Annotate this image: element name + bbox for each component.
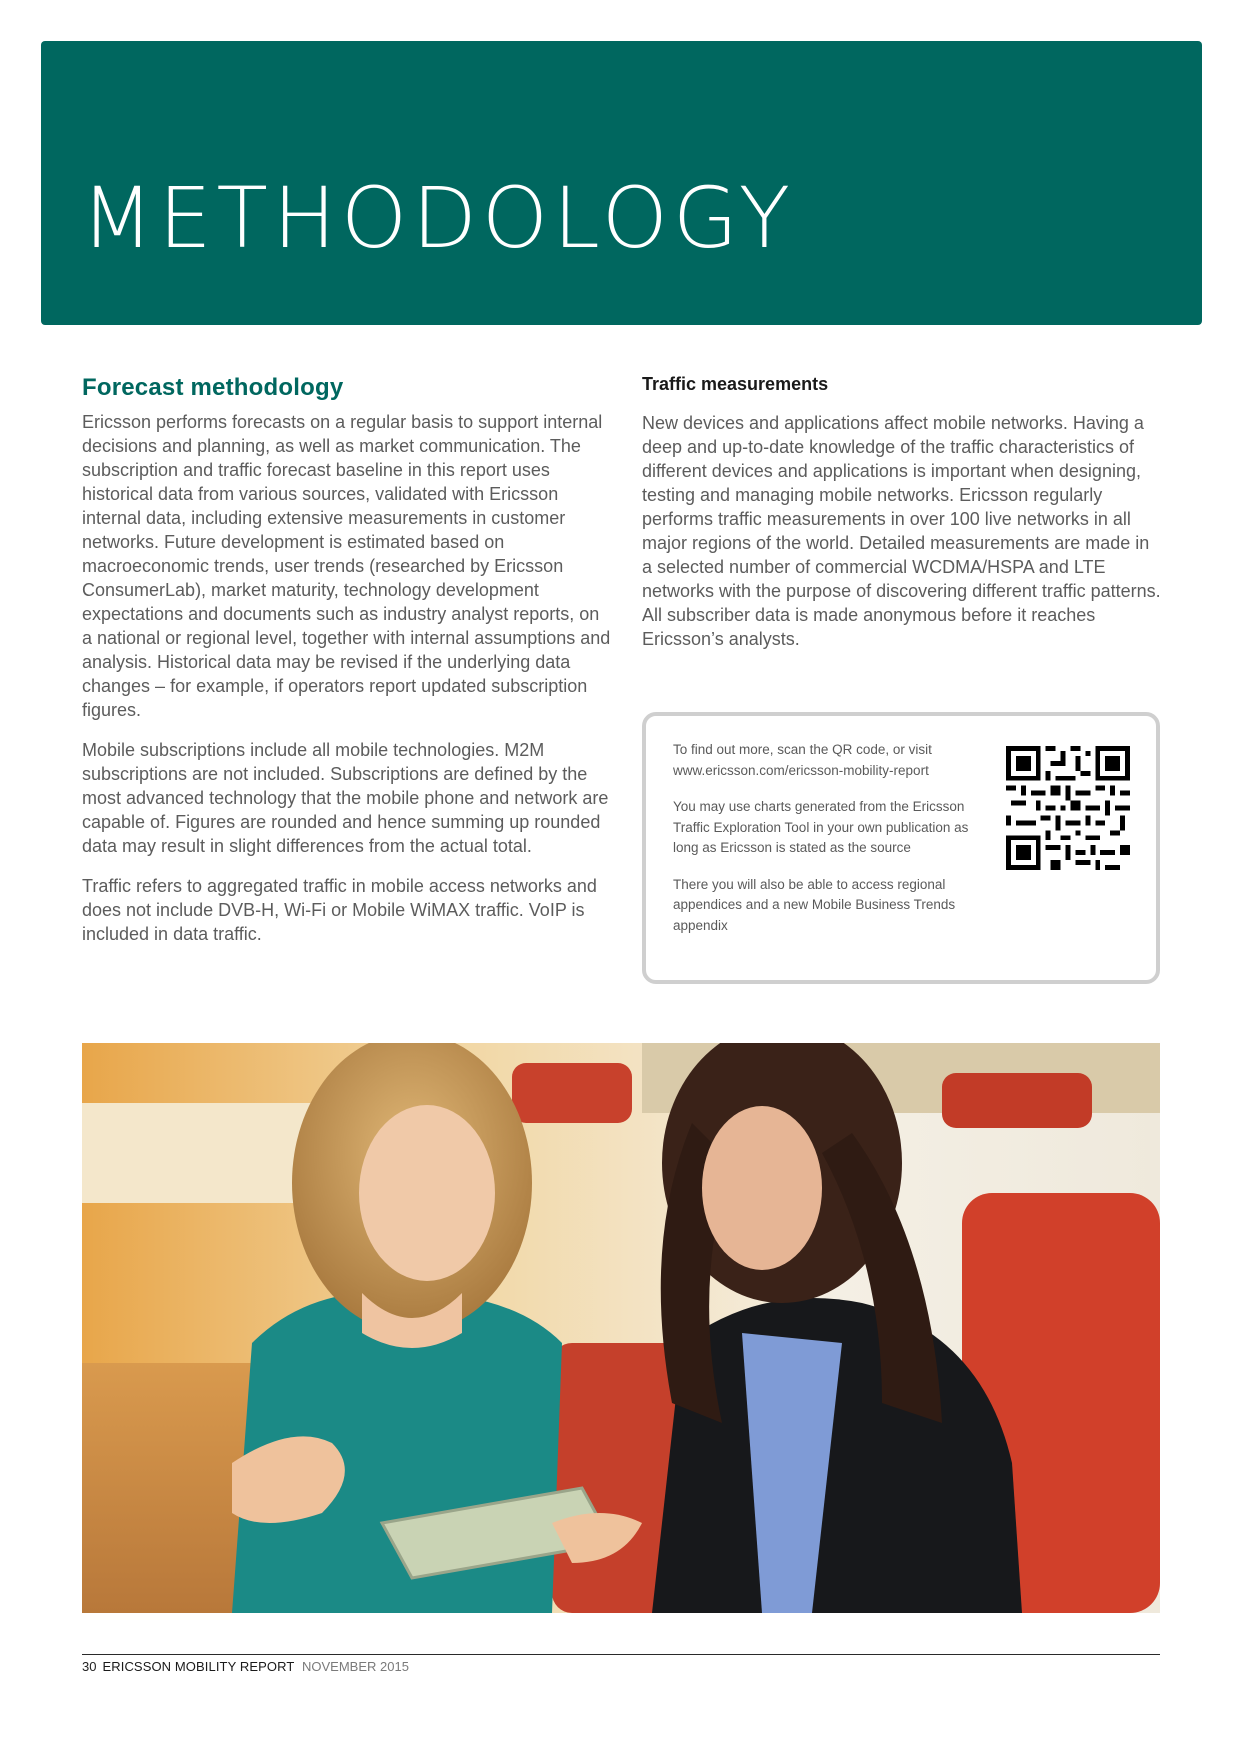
- photo-illustration: [82, 1043, 1160, 1613]
- footer-divider: [82, 1654, 1160, 1655]
- forecast-paragraph-3: Traffic refers to aggregated traffic in mobile access networks and does not include DVB-H, Wi-Fi or Mobile WiMAX traffic. VoIP is included in data traffic.: [82, 876, 597, 944]
- qr-code-icon[interactable]: [1006, 746, 1130, 870]
- page-footer: [82, 1659, 409, 1675]
- info-line-appendices: There you will also be able to access regional appendices and a new Mobile Business Trends appendix: [673, 876, 956, 933]
- info-line-qr: To find out more, scan the QR code, or visit www.ericsson.com/ericsson-mobility-report: [673, 742, 932, 778]
- info-line-charts: You may use charts generated from the Ericsson Traffic Exploration Tool in your own publication as long as Ericsson is stated as the source: [673, 799, 969, 855]
- photo-two-women-tablet: [82, 1043, 1160, 1613]
- report-title: ERICSSON MOBILITY REPORT: [102, 1659, 295, 1674]
- forecast-methodology-heading: Forecast methodology: [82, 374, 344, 401]
- forecast-paragraph-2: Mobile subscriptions include all mobile technologies. M2M subscriptions are not included. Subscriptions are defined by the most advanced technology that the mobile phone and network are capable of. Figures are rounded and hence summing up rounded data may result in slight differences from the actual total.: [82, 740, 609, 856]
- title-banner: [41, 41, 1202, 325]
- page-number: 30: [82, 1659, 97, 1674]
- report-date: NOVEMBER 2015: [302, 1659, 409, 1674]
- info-box-text: [673, 740, 993, 952]
- info-box: [642, 712, 1160, 984]
- forecast-methodology-section: [82, 370, 612, 962]
- traffic-measurements-section: [642, 370, 1162, 667]
- traffic-paragraph: New devices and applications affect mobile networks. Having a deep and up-to-date knowledge of the traffic characteristics of different devices and applications is important when designing, testing and managing mobile networks. Ericsson regularly performs traffic measurements in over 100 live networks in all major regions of the world. Detailed measurements are made in a selected number of commercial WCDMA/HSPA and LTE networks with the purpose of discovering different traffic patterns. All subscriber data is made anonymous before it reaches Ericsson’s analysts.: [642, 413, 1161, 649]
- traffic-measurements-heading: Traffic measurements: [642, 374, 829, 394]
- page-title: METHODOLOGY: [81, 169, 796, 267]
- forecast-paragraph-1: Ericsson performs forecasts on a regular basis to support internal decisions and planning, as well as market communication. The subscription and traffic forecast baseline in this report uses historical data from various sources, validated with Ericsson internal data, including extensive measurements in customer networks. Future development is estimated based on macroeconomic trends, user trends (researched by Ericsson ConsumerLab), market maturity, technology development expectations and documents such as industry analyst reports, on a national or regional level, together with internal assumptions and analysis. Historical data may be revised if the underlying data changes – for example, if operators report updated subscription figures.: [82, 412, 611, 720]
